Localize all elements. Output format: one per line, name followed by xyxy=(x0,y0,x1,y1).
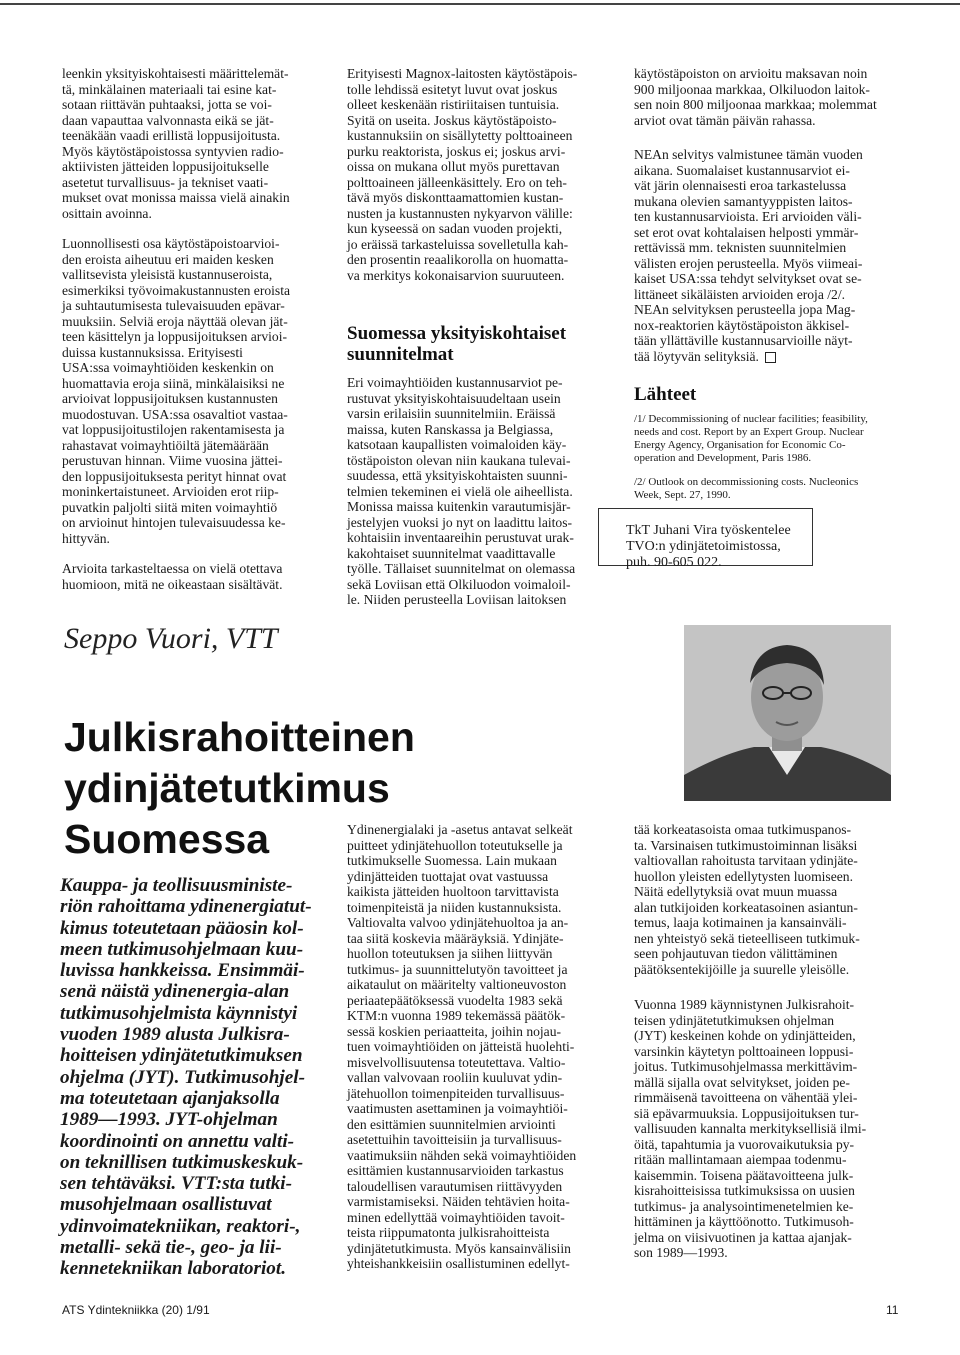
top-rule xyxy=(0,3,960,5)
reference-item: /2/ Outlook on decommissioning costs. Nucleonics Week, Sept. 27, 1990. xyxy=(634,476,859,501)
end-mark-icon xyxy=(765,352,776,363)
paragraph: Eri voimayhtiöiden kustannusarviot pe- rustuvat yksityiskohtaisuudeltaan usein varsin erilaisiin suunnitelmiin. Eräissä maissa, kuten Ranskassa ja Belgiassa, katsotaan kaupallisten voimaloiden käy- töstäpoiston olevan niin kaukana tulevai- suudessa, että yksityiskohtaisten suunni- telmien tekeminen ei vielä ole aiheellista. Monissa maissa kuitenkin varautumisjär- jestelyjen vuoksi jo nyt on laadittu laitos- kohtaisiin inventaareihin perustuvat urak- kakohtaiset suunnitelmat vaadittavalle työlle. Tällaiset suunnitelmat on olemassa sekä Loviisan että Olkiluodon voimaloil- le. Niiden perusteella Loviisan laitoksen xyxy=(347,375,576,607)
reference-item: /1/ Decommissioning of nuclear facilities; feasibility, needs and cost. Report by an Expert Group. Nuclear Energy Agency, Organisation for Economic Co- operation and Development, Paris 1986. xyxy=(634,413,868,464)
paragraph: Vuonna 1989 käynnistynen Julkisrahoit- teisen ydinjätetutkimuksen ohjelman (JYT) keskeinen kohde on ydinjätteiden, varsinkin käytetyn polttoaineen loppusi- joitus. Tutkimusohjelmassa merkittävim- mällä sijalla ovat selvitykset, joiden pe- rimmäisenä tavoitteena on vähentää ylei- siä epävarmuuksia. Loppusijoituksen tur- vallisuuden kannalta merkityksellisiä ilmi- öitä, tapahtumia ja vuorovaikutuksia py- ritään mallintamaan aiempaa todenmu- kaisemmin. Toisena päätavoitteena julk- kisrahoitteisissa tutkimuksissa on uusien tutkimus- ja analysointimenetelmien ke- hittäminen ja käyttöönotto. Tutkimusoh- jelma on viisivuotinen ja kattaa ajanjak- son 1989—1993. xyxy=(634,997,867,1260)
paragraph: Erityisesti Magnox-laitosten käytöstäpois- tolle lehdissä esitetyt luvut ovat joskus olleet keskenään ristiriitaisen tuntuisia. Syitä on useita. Joskus käytöstäpoisto- kustannuksiin on sisällytetty polttoaineen purku reaktorista, joskus ei; joskus arvi- oissa on mukana ollut myös purettavan polttoaineen jälleenkäsittely. Ero on teh- tävä myös diskonttaamattomien kustan- nusten ja kustannusten nykyarvon välille: kun kyseessä on sadan vuoden projekti, jo eräissä tarkasteluissa sovelletulla kah- den prosentin reaalikorolla on huomatta- va merkitys kokonaisarvion suuruuteen. xyxy=(347,66,578,283)
article-author: Seppo Vuori, VTT xyxy=(64,622,278,655)
upper-column-3 xyxy=(634,66,904,502)
upper-column-1 xyxy=(62,66,332,592)
portrait-image xyxy=(684,625,891,801)
paragraph: Arvioita tarkasteltaessa on vielä otettava huomioon, mitä ne oikeastaan sisältävät. xyxy=(62,561,283,592)
paragraph: Luonnollisesti osa käytöstäpoistoarvioi- den eroista aiheutuu eri maiden kesken vallitsevista yleisistä kustannuseroista, esimerkiksi työvoimakustannusten eroista ja suhtautumisesta tulevaisuuden epävar- muuksiin. Selviä eroja näyttää olevan jät- teen käsittelyn ja loppusijoituksen arvioi- duissa kustannuksissa. Erityisesti USA:ssa voimayhtiöiden keskenkin on huomattavia eroja siinä, minkälaisiksi ne arvioivat loppusijoituksen kustannusten muodostuvan. USA:ssa osavaltiot vastaa- vat loppusijoitustilojen rakentamisesta ja rahastavat voimayhtiöiltä jätemäärään perustuvan hinnan. Viime vuosina jättei- den loppusijoituksesta perityt hinnat ovat moninkertaistuneet. Arvioiden erot riip- puvatkin paljolti siitä miten voimayhtiö on arvioinut hintojen tulevaisuudessa ke- hittyvän. xyxy=(62,236,291,546)
article-lead: Kauppa- ja teollisuusministe- riön rahoittama ydinenergiatut- kimus toteutetaan pääosin kol- meen tutkimusohjelmaan kuu- luvissa hankkeissa. Ensimmäi- senä näistä ydinenergia-alan tutkimusohjelmista käynnistyi vuoden 1989 alusta Julkisra- hoitteisen ydinjätetutkimuksen ohjelma (JYT). Tutkimusohjel- ma toteutetaan ajanjaksolla 1989—1993. JYT-ohjelman koordinointi on annettu valti- on teknillisen tutkimuskeskuk- sen tehtäväksi. VTT:sta tutki- musohjelmaan osallistuvat ydinvoimatekniikan, reaktori-, metalli- sekä tie-, geo- ja lii- kennetekniikan laboratoriot. xyxy=(60,875,312,1280)
page-number: 11 xyxy=(886,1303,899,1317)
section-heading: Suomessa yksityiskohtaiset suunnitelmat xyxy=(347,323,567,365)
paragraph xyxy=(634,147,904,364)
paragraph: Ydinenergialaki ja -asetus antavat selkeät puitteet ydinjätehuollon toteutukselle ja tutkimukselle Suomessa. Lain mukaan ydinjätteiden tuottajat ovat vastuussa kaikista jätteiden huoltoon tarvittavista toimenpiteistä ja niiden kustannuksista. Valtiovalta valvoo ydinjätehuoltoa ja an- taa siitä koskevia määräyksiä. Ydinjäte- huollon toteutuksen ja siihen liittyvän tutkimus- ja suunnittelutyön tavoitteet ja aikataulut on määritelty valtioneuvoston periaatepäätöksessä vuodelta 1983 sekä KTM:n vuonna 1989 tekemässä päätök- sessä koskien periaatteita, joihin nojau- tuen voimayhtiöiden on jätteistä huolehti- misvelvollisuutensa toteutettava. Valtio- vallan valvovaan rooliin kuuluvat ydin- jätehuollon toimenpiteiden turvallisuus- vaatimusten asettaminen ja voimayhtiöi- den esittämien suunnitelmien arviointi asetettuihin tavoitteisiin ja turvallisuus- vaatimuksiin nähden sekä voimayhtiöiden esittämien kustannusarvioiden tarkastus taloudellisen varautumisen riittävyyden varmistamiseksi. Näiden tehtävien hoita- minen edellyttää voimayhtiöiden tavoit- teista riippumatonta julkisrahoitteista ydinjätetutkimusta. Myös kansainvälisiin yhteishankkeisiin osallistuminen edellyt- xyxy=(347,822,577,1271)
paragraph: tää korkeatasoista omaa tutkimuspanos- ta. Varsinaisen tutkimustoiminnan lisäksi valtiovallan rahoitusta tarvitaan ydinjäte- huollon yleisten edellytysten luomiseen. Näitä edellytyksiä ovat muun muassa alan tutkijoiden korkeatasoinen asiantun- temus, laaja kotimainen ja kansainväli- nen yhteistyö sekä tieteelliseen tutkimuk- seen pohjautuvan tiedon välittäminen päätöksentekijöille ja suurelle yleisölle. xyxy=(634,822,860,977)
article-column-2 xyxy=(347,822,622,1272)
author-photo xyxy=(684,625,891,801)
references-heading: Lähteet xyxy=(634,384,697,405)
references-list xyxy=(634,413,904,502)
article-column-3 xyxy=(634,822,904,1261)
author-info-box: TkT Juhani Vira työskentelee TVO:n ydinjätetoimistossa, puh. 90-605 022. xyxy=(598,508,813,566)
article-headline: Julkisrahoitteinen ydinjätetutkimus Suomessa xyxy=(64,714,415,862)
footer-publication: ATS Ydintekniikka (20) 1/91 xyxy=(62,1303,210,1317)
paragraph: leenkin yksityiskohtaisesti määrittelemät- tä, minkälainen materiaali tai esine kat- sotaan riittävän puhtaaksi, jotta se voi- daan vapauttaa valvonnasta eikä se jät- teenäkään vaadi erillistä loppusijoitusta. Myös käytöstäpoistossa syntyvien radio- aktiivisten jätteiden loppusijoitukselle asetetut turvallisuus- ja tekniset vaati- mukset ovat monissa maissa vielä ainakin osittain avoinna. xyxy=(62,66,290,221)
upper-column-2 xyxy=(347,66,617,608)
paragraph: käytöstäpoiston on arvioitu maksavan noin 900 miljoonaa markkaa, Olkiluodon laitok- sen noin 800 miljoonaa markkaa; molemmat arviot ovat tämän päivän rahassa. xyxy=(634,66,877,128)
paragraph-text: NEAn selvitys valmistunee tämän vuoden aikana. Suomalaiset kustannusarviot ei- vät järin olennaisesti eroa tarkastelussa mukana olevien samantyyppisten laitos- ten kustannusarvioista. Eri arvioiden väli- set erot ovat kohtalaisen helposti ymmär- rettävissä mm. teknisten suunnitelmien välisten erojen perusteella. Myös viimeai- kaiset USA:ssa tehdyt selvitykset ovat se- littäneet sikäläisten arvioiden eroja /2/. NEAn selvityksen perusteella jopa Mag- nox-reaktorien käytöstäpoiston äkkisel- tään yllättäville kustannusarvioille näyt- tää löytyvän selityksiä. xyxy=(634,147,863,364)
